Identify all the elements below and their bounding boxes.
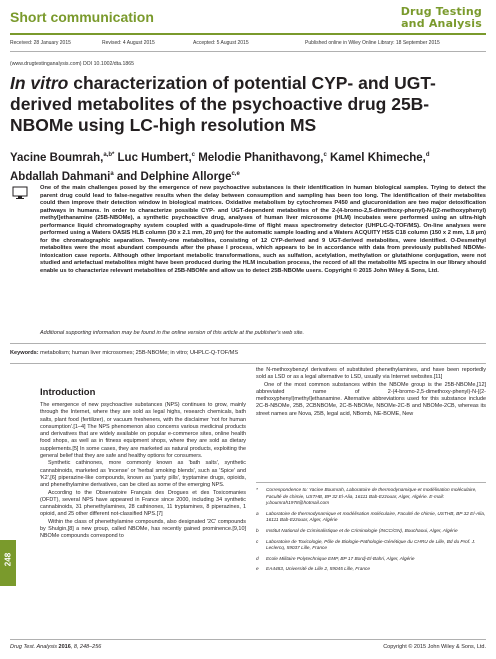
author-affiliation-mark: a,b* bbox=[103, 152, 115, 158]
author-name: Luc Humbert, bbox=[117, 151, 192, 164]
keywords-label: Keywords: bbox=[10, 350, 39, 356]
author-name: Yacine Boumrah, bbox=[10, 151, 104, 164]
keywords-text: metabolism; human liver microsomes; 25B-NBOMe; in vitro; UHPLC-Q-TOF/MS bbox=[38, 350, 239, 356]
intro-paragraph: One of the most common substances within the NBOMe group is the 25B-NBOMe,[12] abbreviated name of 2-(4-bromo-2,5-dimethoxy-phenyl)-N-[(2-methoxyphenyl)methyl]ethanamine. Alternative abbreviations used for this substance include 2C-B-NBOMe, 25B, 2CBNBOMe, 2C-B-NBOMe, NBOMe-2C-B and NBOMe-2CB, whereas its street names are Nova, 25B, legal acid, NBomb, NE-BOME, New bbox=[256, 381, 486, 417]
journal-logo-line2: and Analysis bbox=[401, 17, 482, 30]
received-date: Received: 28 January 2015 bbox=[10, 40, 71, 46]
title-rest: characterization of potential CYP- and UGT-derived metabolites of the psychoactive drug 25B-NBOMe using LC-high resolution MS bbox=[10, 73, 436, 135]
keywords-rule bbox=[10, 363, 486, 364]
footnote-affiliation: d Ecole Militaire Polytechnique EMP, BP 17 Bordj-El-Bahri, Alger, Algérie bbox=[256, 556, 415, 562]
accepted-date: Accepted: 5 August 2015 bbox=[193, 40, 249, 46]
intro-paragraph: Synthetic cathinones, more commonly known as 'bath salts', synthetic cannabinoids, marketed as 'incense' or 'herbal smoking blends', such as 'Spice' and 'K2',[6] piperazine-like compounds, known as 'party pills', tryptamine drugs, opioids, and phenethylamine derivatives, can be cited as some of the emerging NPS. bbox=[40, 460, 246, 489]
intro-paragraph: The emergence of new psychoactive substances (NPS) continues to grow, mainly through the Internet, where they are sold as legal highs, research chemicals, bath salts, plant food (fertilizer), or vacuum fresheners, with the disclaimer 'not for human consumption'.[1–4] The NPS phenomenon also concerns various medicinal products and derivatives that are widely available on popular e-commerce sites, online health food shops, as well as in fitness equipment shops, where they are sold as dietary supplements.[5] In some cases, they are marketed as natural products, exploiting the general belief that they are safe and healthy options for consumers. bbox=[40, 402, 246, 460]
author-name: Melodie Phanithavong, bbox=[198, 151, 324, 164]
footnote-correspondence: * Correspondence to: Yacine Boumrah, Laboratoire de thermodynamique et modélisation moléculaire, Faculté de chimie, USTHB, BP 32 El-Alia, 16111 Bab-Ezzouar, Alger, Algérie. E-mail: y.boumrah1978@hotmail.com bbox=[256, 488, 477, 507]
keywords bbox=[10, 350, 486, 356]
footnotes-rule bbox=[256, 482, 486, 483]
author-affiliation-mark: d bbox=[425, 152, 430, 158]
author-separator: and bbox=[113, 170, 141, 183]
abstract-rule bbox=[10, 343, 486, 344]
footnote-affiliation: a Laboratoire de thermodynamique et modélisation moléculaire, Faculté de chimie, USTHB, BP 32 El-Alia, 16111 Bab-Ezzouar, Alger, Algérie bbox=[256, 511, 486, 524]
author-name: Abdallah Dahmani bbox=[10, 170, 111, 183]
journal-header bbox=[0, 0, 496, 34]
author-name: Kamel Khimeche, bbox=[329, 151, 426, 164]
intro-paragraph: According to the Observatoire Français des Drogues et des Toxicomanies (OFDT), several NPS have appeared in France since 2000, including 34 synthetic cannabinoids, 31 phenethylamines, 28 cathinones, 11 tryptamines, 8 piperazines, 1 opioid, and 25 other different not-classified NPS.[7] bbox=[40, 489, 246, 518]
introduction-heading: Introduction bbox=[40, 387, 96, 398]
footnote-affiliation: c Laboratoire de Toxicologie, Pôle de Biologie-Pathologie-Génétique du CHRU de Lille, Bd du Prof. J. Leclercq, 59037 Lille, France bbox=[256, 539, 476, 552]
page-number: 248 bbox=[3, 552, 13, 567]
author-affiliation-mark: a bbox=[110, 170, 114, 177]
section-label: Short communication bbox=[10, 9, 154, 25]
right-column bbox=[256, 367, 486, 418]
published-date: Published online in Wiley Online Library: 18 September 2015 bbox=[305, 40, 440, 46]
dates-rule bbox=[10, 51, 486, 52]
author-affiliation-mark: c bbox=[323, 152, 327, 158]
article-title bbox=[10, 73, 470, 136]
doi-line: (www.drugtestinganalysis.com) DOI 10.1002/dta.1865 bbox=[10, 61, 134, 67]
abstract: One of the main challenges posed by the emergence of new psychoactive substances is their identification in human biological samples. Trying to detect the parent drug could lead to false-negative results when the delay between consumption and sampling has been too long. The identification of their metabolites could then improve their detection window in biological matrices. Oxidative metabolism by cytochromes P450 and glucuronidation are two major detoxification pathways in humans. In order to characterize possible CYP- and UGT-dependent metabolites of the 2-(4-bromo-2,5-dimethoxy-phenyl)-N-[(2-methoxyphenyl) methyl]ethanamine (25B-NBOMe), a synthetic psychoactive drug, analyses of human liver microsome (HLM) incubates were performed using an ultra-high performance liquid chromatography system coupled with a quadrupole-time of flight mass spectrometry detector (UHPLC-Q-TOF/MS). On-line analyses were performed using a Waters OASIS HLB column (30 x 2.1 mm, 20 µm) for the automatic sample loading and a Waters ACQUITY HSS C18 column (150 x 2 mm, 1.8 µm) for the chromatographic separation. Twenty-one metabolites, consisting of 12 CYP-derived and 9 UGT-derived metabolites, were identified. O-Desmethyl metabolites were the most abundant compounds after the phase I process, which appears to be in accordance with data from previously published NBOMe-intoxication case reports. Although other important metabolic transformations, such as sulfation, acetylation, methylation or glutathione conjugation, were not studied and artefactual metabolites might have been produced during the HLM incubation process, the record of all the metabolite MS spectra in our library should enable us to characterize relevant metabolites of 25B-NBOMe and allow us to detect 25B-NBOMe users. Copyright © 2015 John Wiley & Sons, Ltd. bbox=[40, 185, 486, 275]
footer-copyright: Copyright © 2015 John Wiley & Sons, Ltd. bbox=[383, 644, 486, 650]
footer-citation: Drug Test. Analysis 2016, 8, 248–256 bbox=[10, 644, 102, 650]
author-affiliation-mark: c,e bbox=[231, 170, 240, 177]
footnotes bbox=[256, 488, 486, 578]
intro-paragraph: Within the class of phenethylamine compounds, also designated '2C' compounds by Shulgin,[8] a new group, called NBOMe, has recently gained prominence.[9,10] NBOMe compounds correspond to bbox=[40, 518, 246, 540]
journal-logo bbox=[401, 6, 482, 30]
footer-rule bbox=[10, 639, 486, 640]
header-rule bbox=[10, 33, 486, 35]
revised-date: Revised: 4 August 2015 bbox=[102, 40, 155, 46]
footnote-affiliation: b Institut National de Criminalistique et de Criminologie (INCC/GN), Bouchaoui, Alger, Algérie bbox=[256, 528, 458, 534]
title-italic: In vitro bbox=[10, 73, 69, 93]
author-name: Delphine Allorge bbox=[140, 170, 232, 183]
footnote-affiliation: e EA4483, Université de Lille 2, 59045 Lille, France bbox=[256, 567, 371, 573]
intro-paragraph: the N-methoxybenzyl derivatives of substituted phenethylamines, and have been reportedly sold as LSD or as a legal alternative to LSD, usually via Internet websites.[11] bbox=[256, 367, 486, 381]
journal-logo-line1: Drug Testing bbox=[400, 5, 482, 18]
left-column bbox=[40, 367, 246, 541]
monitor-icon bbox=[12, 186, 28, 200]
supporting-info-note: Additional supporting information may be found in the online version of this article at the publisher's web site. bbox=[40, 330, 304, 336]
author-affiliation-mark: c bbox=[191, 152, 195, 158]
author-list bbox=[10, 147, 480, 185]
